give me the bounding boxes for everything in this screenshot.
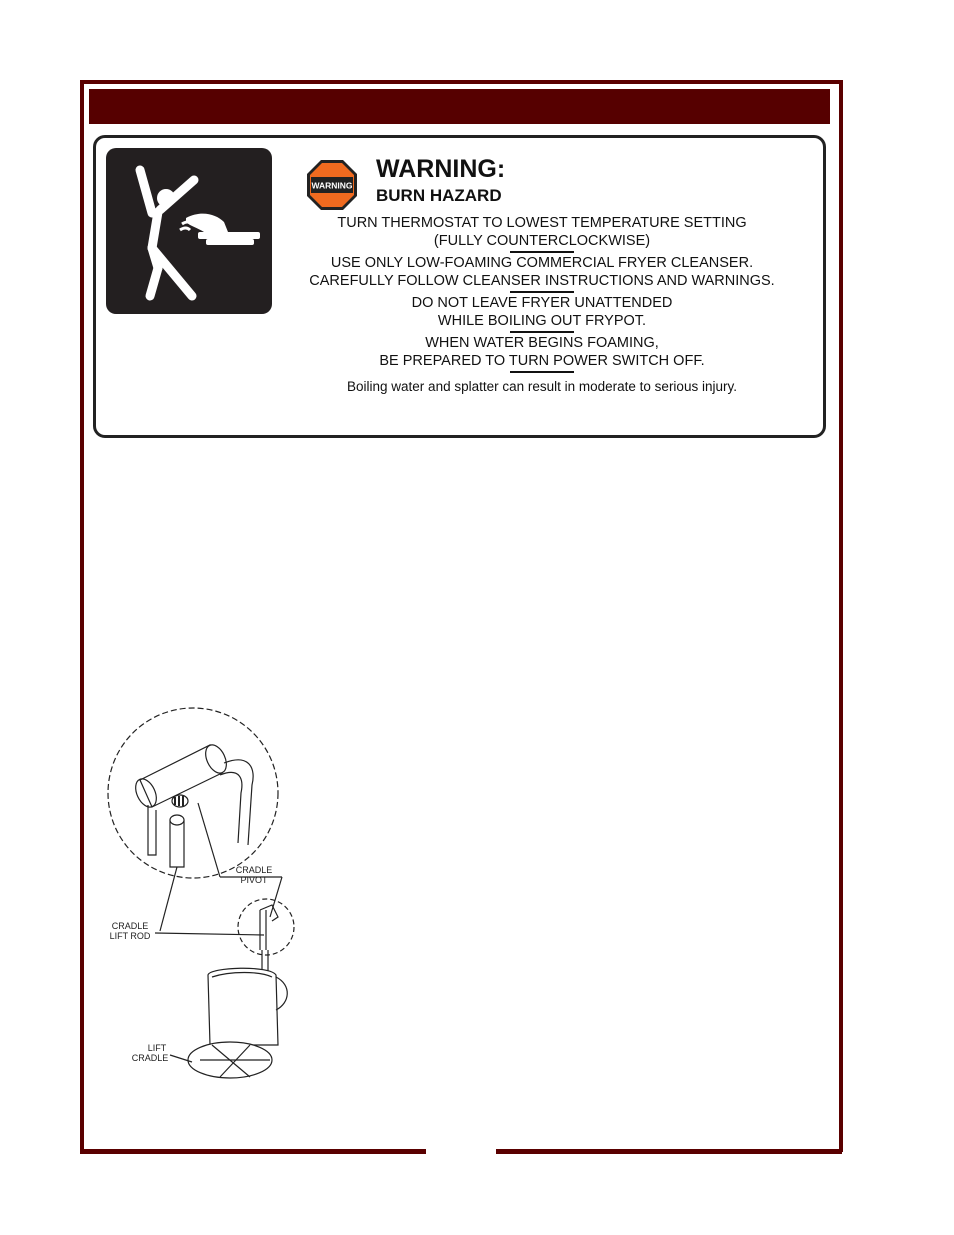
diagram-label-text: LIFT ROD [109, 931, 151, 941]
instruction-line: (FULLY COUNTERCLOCKWISE) [433, 233, 651, 249]
label-lift-cradle [148, 1043, 167, 1053]
divider [510, 251, 574, 253]
instruction-line: BE PREPARED TO TURN POWER SWITCH OFF. [379, 353, 705, 369]
warning-subtitle: BURN HAZARD [376, 186, 502, 205]
instruction-line: WHEN WATER BEGINS FOAMING, [425, 335, 659, 351]
instruction-line: TURN THERMOSTAT TO LOWEST TEMPERATURE SETTING [337, 215, 747, 231]
instruction-line: CAREFULLY FOLLOW CLEANSER INSTRUCTIONS AND WARNINGS. [309, 273, 775, 289]
label-cradle-pivot [236, 865, 273, 875]
diagram-label-text: CRADLE [111, 921, 149, 931]
diagram-label-text [110, 931, 151, 941]
header-bar [89, 89, 830, 124]
instruction-line: DO NOT LEAVE FRYER UNATTENDED [411, 295, 673, 311]
instruction-line: USE ONLY LOW-FOAMING COMMERCIAL FRYER CLEANSER. [330, 255, 754, 271]
diagram-label-text: CRADLE [131, 1053, 169, 1063]
warning-stop-sign-icon [306, 159, 358, 211]
diagram-label-text: PIVOT [240, 875, 268, 885]
diagram-label-text [132, 1053, 169, 1063]
diagram-label-text [240, 875, 268, 885]
frame-bottom-left [80, 1149, 426, 1154]
divider [510, 331, 574, 333]
lift-cradle-diagram [100, 705, 300, 1095]
burn-hazard-pictogram-icon [106, 148, 272, 314]
warning-instructions [262, 214, 822, 396]
label-cradle-lift-rod [112, 921, 149, 931]
instruction-line: WHILE BOILING OUT FRYPOT. [437, 313, 647, 329]
divider [510, 291, 574, 293]
stop-sign-label: WARNING [311, 180, 353, 191]
warning-footnote: Boiling water and splatter can result in moderate to serious injury. [347, 379, 737, 394]
diagram-label-text: CRADLE [235, 865, 273, 875]
diagram-label-text: LIFT [147, 1043, 167, 1053]
divider [510, 371, 574, 373]
frame-bottom-right [496, 1149, 842, 1154]
warning-title: WARNING: [376, 155, 506, 183]
